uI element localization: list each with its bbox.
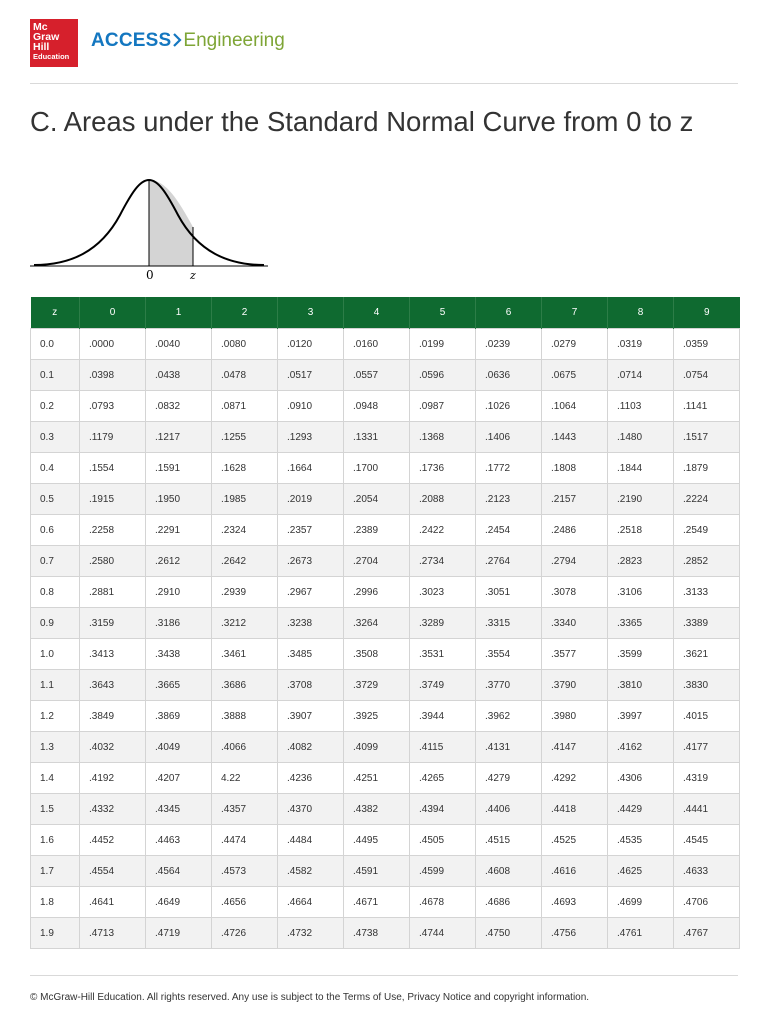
area-value-cell: .4706 xyxy=(674,887,740,918)
area-value-cell: .2673 xyxy=(278,546,344,577)
area-value-cell: .2734 xyxy=(410,546,476,577)
area-value-cell: .0199 xyxy=(410,329,476,360)
area-value-cell: .4756 xyxy=(542,918,608,949)
area-value-cell: .3577 xyxy=(542,639,608,670)
table-row xyxy=(31,732,740,763)
area-value-cell: .3869 xyxy=(146,701,212,732)
area-value-cell: .2642 xyxy=(212,546,278,577)
z-value-cell: 0.6 xyxy=(31,515,80,546)
area-value-cell: .1331 xyxy=(344,422,410,453)
area-value-cell: .3212 xyxy=(212,608,278,639)
area-value-cell: .0239 xyxy=(476,329,542,360)
area-value-cell: .3997 xyxy=(608,701,674,732)
table-row xyxy=(31,701,740,732)
area-value-cell: .2258 xyxy=(80,515,146,546)
z-value-cell: 0.3 xyxy=(31,422,80,453)
column-header-7: 7 xyxy=(542,297,608,329)
area-value-cell: .3078 xyxy=(542,577,608,608)
area-value-cell: .1517 xyxy=(674,422,740,453)
table-row xyxy=(31,856,740,887)
area-value-cell: .4564 xyxy=(146,856,212,887)
area-value-cell: .2454 xyxy=(476,515,542,546)
area-value-cell: .4032 xyxy=(80,732,146,763)
area-value-cell: .1480 xyxy=(608,422,674,453)
normal-area-table xyxy=(30,297,740,949)
area-value-cell: .1217 xyxy=(146,422,212,453)
area-value-cell: .2518 xyxy=(608,515,674,546)
area-value-cell: .4049 xyxy=(146,732,212,763)
z-value-cell: 0.9 xyxy=(31,608,80,639)
area-value-cell: .4382 xyxy=(344,794,410,825)
area-value-cell: .1443 xyxy=(542,422,608,453)
area-value-cell: .0517 xyxy=(278,360,344,391)
area-value-cell: .4671 xyxy=(344,887,410,918)
area-value-cell: .4292 xyxy=(542,763,608,794)
area-value-cell: .3106 xyxy=(608,577,674,608)
z-value-cell: 1.3 xyxy=(31,732,80,763)
table-row xyxy=(31,887,740,918)
area-value-cell: .2939 xyxy=(212,577,278,608)
area-value-cell: .3264 xyxy=(344,608,410,639)
column-header-2: 2 xyxy=(212,297,278,329)
area-value-cell: .4115 xyxy=(410,732,476,763)
area-value-cell: 4.22 xyxy=(212,763,278,794)
area-value-cell: .1141 xyxy=(674,391,740,422)
shaded-area xyxy=(149,180,193,266)
z-value-cell: 0.0 xyxy=(31,329,80,360)
z-value-cell: 1.6 xyxy=(31,825,80,856)
area-value-cell: .4207 xyxy=(146,763,212,794)
area-value-cell: .4744 xyxy=(410,918,476,949)
area-value-cell: .4719 xyxy=(146,918,212,949)
table-row xyxy=(31,360,740,391)
area-value-cell: .0832 xyxy=(146,391,212,422)
area-value-cell: .2823 xyxy=(608,546,674,577)
table-row xyxy=(31,422,740,453)
area-value-cell: .3389 xyxy=(674,608,740,639)
table-row xyxy=(31,763,740,794)
area-value-cell: .4761 xyxy=(608,918,674,949)
area-value-cell: .4357 xyxy=(212,794,278,825)
area-value-cell: .1772 xyxy=(476,453,542,484)
logo-line-4: Education xyxy=(33,52,70,61)
area-value-cell: .2157 xyxy=(542,484,608,515)
area-value-cell: .4608 xyxy=(476,856,542,887)
area-value-cell: .0557 xyxy=(344,360,410,391)
area-value-cell: .4066 xyxy=(212,732,278,763)
area-value-cell: .1554 xyxy=(80,453,146,484)
area-value-cell: .2422 xyxy=(410,515,476,546)
area-value-cell: .4463 xyxy=(146,825,212,856)
area-value-cell: .4591 xyxy=(344,856,410,887)
area-value-cell: .4656 xyxy=(212,887,278,918)
column-header-5: 5 xyxy=(410,297,476,329)
table-row xyxy=(31,608,740,639)
area-value-cell: .1255 xyxy=(212,422,278,453)
mcgraw-hill-logo[interactable] xyxy=(30,19,78,67)
area-value-cell: .4015 xyxy=(674,701,740,732)
area-value-cell: .0675 xyxy=(542,360,608,391)
area-value-cell: .0359 xyxy=(674,329,740,360)
area-value-cell: .3770 xyxy=(476,670,542,701)
z-value-cell: 0.1 xyxy=(31,360,80,391)
area-value-cell: .2764 xyxy=(476,546,542,577)
area-value-cell: .1700 xyxy=(344,453,410,484)
area-value-cell: .0910 xyxy=(278,391,344,422)
brand-gear-icon xyxy=(172,33,182,47)
area-value-cell: .4345 xyxy=(146,794,212,825)
area-value-cell: .0040 xyxy=(146,329,212,360)
table-row xyxy=(31,918,740,949)
z-value-cell: 0.2 xyxy=(31,391,80,422)
area-value-cell: .4147 xyxy=(542,732,608,763)
table-row xyxy=(31,577,740,608)
area-value-cell: .1591 xyxy=(146,453,212,484)
brand-engineering-text: Engineering xyxy=(183,30,285,51)
area-value-cell: .2019 xyxy=(278,484,344,515)
area-value-cell: .1879 xyxy=(674,453,740,484)
copyright-footer: © McGraw-Hill Education. All rights reserved. Any use is subject to the Terms of Use, Privacy Notice and copyright information. xyxy=(30,992,590,1003)
area-value-cell: .3238 xyxy=(278,608,344,639)
z-value-cell: 1.2 xyxy=(31,701,80,732)
area-value-cell: .2123 xyxy=(476,484,542,515)
area-value-cell: .0080 xyxy=(212,329,278,360)
area-value-cell: .2996 xyxy=(344,577,410,608)
area-value-cell: .3531 xyxy=(410,639,476,670)
area-value-cell: .4177 xyxy=(674,732,740,763)
area-value-cell: .2291 xyxy=(146,515,212,546)
area-value-cell: .3508 xyxy=(344,639,410,670)
area-value-cell: .0754 xyxy=(674,360,740,391)
table-row xyxy=(31,825,740,856)
area-value-cell: .1808 xyxy=(542,453,608,484)
area-value-cell: .4693 xyxy=(542,887,608,918)
column-header-4: 4 xyxy=(344,297,410,329)
area-value-cell: .2389 xyxy=(344,515,410,546)
table-row xyxy=(31,329,740,360)
area-value-cell: .4370 xyxy=(278,794,344,825)
area-value-cell: .1103 xyxy=(608,391,674,422)
area-value-cell: .2967 xyxy=(278,577,344,608)
area-value-cell: .0987 xyxy=(410,391,476,422)
area-value-cell: .3962 xyxy=(476,701,542,732)
area-value-cell: .3051 xyxy=(476,577,542,608)
area-value-cell: .3133 xyxy=(674,577,740,608)
area-value-cell: .4441 xyxy=(674,794,740,825)
area-value-cell: .4192 xyxy=(80,763,146,794)
area-value-cell: .3830 xyxy=(674,670,740,701)
table-row xyxy=(31,453,740,484)
area-value-cell: .4265 xyxy=(410,763,476,794)
header-divider xyxy=(30,83,738,84)
area-value-cell: .3907 xyxy=(278,701,344,732)
area-value-cell: .2486 xyxy=(542,515,608,546)
area-value-cell: .0478 xyxy=(212,360,278,391)
area-value-cell: .0438 xyxy=(146,360,212,391)
area-value-cell: .4633 xyxy=(674,856,740,887)
area-value-cell: .4418 xyxy=(542,794,608,825)
area-value-cell: .1293 xyxy=(278,422,344,453)
area-value-cell: .2357 xyxy=(278,515,344,546)
table-header xyxy=(31,297,740,329)
z-value-cell: 1.4 xyxy=(31,763,80,794)
area-value-cell: .4582 xyxy=(278,856,344,887)
area-value-cell: .3365 xyxy=(608,608,674,639)
area-value-cell: .4750 xyxy=(476,918,542,949)
area-value-cell: .4099 xyxy=(344,732,410,763)
area-value-cell: .0636 xyxy=(476,360,542,391)
z-value-cell: 1.9 xyxy=(31,918,80,949)
z-value-cell: 1.8 xyxy=(31,887,80,918)
area-value-cell: .4082 xyxy=(278,732,344,763)
table-row xyxy=(31,515,740,546)
area-value-cell: .4495 xyxy=(344,825,410,856)
z-value-cell: 1.1 xyxy=(31,670,80,701)
area-value-cell: .3749 xyxy=(410,670,476,701)
area-value-cell: .3413 xyxy=(80,639,146,670)
area-value-cell: .1406 xyxy=(476,422,542,453)
area-value-cell: .4251 xyxy=(344,763,410,794)
area-value-cell: .0948 xyxy=(344,391,410,422)
area-value-cell: .4767 xyxy=(674,918,740,949)
area-value-cell: .4131 xyxy=(476,732,542,763)
area-value-cell: .3023 xyxy=(410,577,476,608)
area-value-cell: .2852 xyxy=(674,546,740,577)
area-value-cell: .4625 xyxy=(608,856,674,887)
area-value-cell: .4573 xyxy=(212,856,278,887)
area-value-cell: .1950 xyxy=(146,484,212,515)
column-header-0: 0 xyxy=(80,297,146,329)
area-value-cell: .2549 xyxy=(674,515,740,546)
area-value-cell: .1368 xyxy=(410,422,476,453)
brand-access-text: ACCESS xyxy=(91,30,172,51)
area-value-cell: .4599 xyxy=(410,856,476,887)
z-value-cell: 0.5 xyxy=(31,484,80,515)
area-value-cell: .4505 xyxy=(410,825,476,856)
area-value-cell: .3925 xyxy=(344,701,410,732)
area-value-cell: .4641 xyxy=(80,887,146,918)
table-body xyxy=(31,329,740,949)
area-value-cell: .4406 xyxy=(476,794,542,825)
area-value-cell: .2704 xyxy=(344,546,410,577)
area-value-cell: .2054 xyxy=(344,484,410,515)
area-value-cell: .4394 xyxy=(410,794,476,825)
logo-line-2: Graw xyxy=(33,31,60,43)
access-engineering-logo[interactable] xyxy=(91,30,285,52)
label-zero: 0 xyxy=(146,268,154,282)
area-value-cell: .1915 xyxy=(80,484,146,515)
area-value-cell: .1026 xyxy=(476,391,542,422)
area-value-cell: .2794 xyxy=(542,546,608,577)
area-value-cell: .3438 xyxy=(146,639,212,670)
z-value-cell: 0.4 xyxy=(31,453,80,484)
column-header-8: 8 xyxy=(608,297,674,329)
area-value-cell: .0279 xyxy=(542,329,608,360)
area-value-cell: .1064 xyxy=(542,391,608,422)
area-value-cell: .3849 xyxy=(80,701,146,732)
area-value-cell: .4332 xyxy=(80,794,146,825)
logo-line-1: Mc xyxy=(33,21,48,33)
area-value-cell: .0793 xyxy=(80,391,146,422)
z-value-cell: 1.5 xyxy=(31,794,80,825)
area-value-cell: .3944 xyxy=(410,701,476,732)
column-header-z: z xyxy=(31,297,80,329)
area-value-cell: .4732 xyxy=(278,918,344,949)
area-value-cell: .4535 xyxy=(608,825,674,856)
column-header-6: 6 xyxy=(476,297,542,329)
z-value-cell: 1.7 xyxy=(31,856,80,887)
area-value-cell: .1628 xyxy=(212,453,278,484)
area-value-cell: .3461 xyxy=(212,639,278,670)
table-row xyxy=(31,794,740,825)
area-value-cell: .0596 xyxy=(410,360,476,391)
area-value-cell: .4429 xyxy=(608,794,674,825)
table-row xyxy=(31,670,740,701)
area-value-cell: .4236 xyxy=(278,763,344,794)
area-value-cell: .0871 xyxy=(212,391,278,422)
area-value-cell: .4649 xyxy=(146,887,212,918)
area-value-cell: .2190 xyxy=(608,484,674,515)
area-value-cell: .3790 xyxy=(542,670,608,701)
area-value-cell: .4545 xyxy=(674,825,740,856)
area-value-cell: .4474 xyxy=(212,825,278,856)
column-header-3: 3 xyxy=(278,297,344,329)
area-value-cell: .3599 xyxy=(608,639,674,670)
area-value-cell: .3554 xyxy=(476,639,542,670)
z-value-cell: 1.0 xyxy=(31,639,80,670)
area-value-cell: .1736 xyxy=(410,453,476,484)
area-value-cell: .2881 xyxy=(80,577,146,608)
area-value-cell: .4678 xyxy=(410,887,476,918)
page-title: C. Areas under the Standard Normal Curve from 0 to z xyxy=(30,106,694,137)
area-value-cell: .4525 xyxy=(542,825,608,856)
area-value-cell: .3340 xyxy=(542,608,608,639)
area-value-cell: .1179 xyxy=(80,422,146,453)
area-value-cell: .3708 xyxy=(278,670,344,701)
area-value-cell: .1844 xyxy=(608,453,674,484)
area-value-cell: .0000 xyxy=(80,329,146,360)
logo-line-3: Hill xyxy=(33,41,50,53)
area-value-cell: .4616 xyxy=(542,856,608,887)
area-value-cell: .4306 xyxy=(608,763,674,794)
area-value-cell: .0120 xyxy=(278,329,344,360)
area-value-cell: .3888 xyxy=(212,701,278,732)
area-value-cell: .4726 xyxy=(212,918,278,949)
area-value-cell: .3665 xyxy=(146,670,212,701)
z-value-cell: 0.7 xyxy=(31,546,80,577)
area-value-cell: .2910 xyxy=(146,577,212,608)
area-value-cell: .3810 xyxy=(608,670,674,701)
area-value-cell: .3729 xyxy=(344,670,410,701)
area-value-cell: .3621 xyxy=(674,639,740,670)
area-value-cell: .4686 xyxy=(476,887,542,918)
label-z: z xyxy=(190,269,196,282)
area-value-cell: .2612 xyxy=(146,546,212,577)
footer-divider xyxy=(30,975,738,976)
table-row xyxy=(31,639,740,670)
area-value-cell: .4699 xyxy=(608,887,674,918)
area-value-cell: .3980 xyxy=(542,701,608,732)
area-value-cell: .2324 xyxy=(212,515,278,546)
area-value-cell: .3686 xyxy=(212,670,278,701)
area-value-cell: .1664 xyxy=(278,453,344,484)
area-value-cell: .0398 xyxy=(80,360,146,391)
column-header-9: 9 xyxy=(674,297,740,329)
area-value-cell: .4279 xyxy=(476,763,542,794)
area-value-cell: .1985 xyxy=(212,484,278,515)
z-value-cell: 0.8 xyxy=(31,577,80,608)
table-row xyxy=(31,546,740,577)
area-value-cell: .4738 xyxy=(344,918,410,949)
area-value-cell: .4319 xyxy=(674,763,740,794)
area-value-cell: .3643 xyxy=(80,670,146,701)
area-value-cell: .4664 xyxy=(278,887,344,918)
area-value-cell: .4484 xyxy=(278,825,344,856)
area-value-cell: .3186 xyxy=(146,608,212,639)
area-value-cell: .4713 xyxy=(80,918,146,949)
table-row xyxy=(31,391,740,422)
table-row xyxy=(31,484,740,515)
area-value-cell: .3159 xyxy=(80,608,146,639)
area-value-cell: .3315 xyxy=(476,608,542,639)
area-value-cell: .0160 xyxy=(344,329,410,360)
area-value-cell: .3289 xyxy=(410,608,476,639)
normal-curve-figure xyxy=(30,170,270,285)
area-value-cell: .4452 xyxy=(80,825,146,856)
area-value-cell: .2088 xyxy=(410,484,476,515)
column-header-1: 1 xyxy=(146,297,212,329)
area-value-cell: .0319 xyxy=(608,329,674,360)
area-value-cell: .2580 xyxy=(80,546,146,577)
area-value-cell: .4162 xyxy=(608,732,674,763)
area-value-cell: .3485 xyxy=(278,639,344,670)
area-value-cell: .4554 xyxy=(80,856,146,887)
area-value-cell: .2224 xyxy=(674,484,740,515)
area-value-cell: .4515 xyxy=(476,825,542,856)
area-value-cell: .0714 xyxy=(608,360,674,391)
